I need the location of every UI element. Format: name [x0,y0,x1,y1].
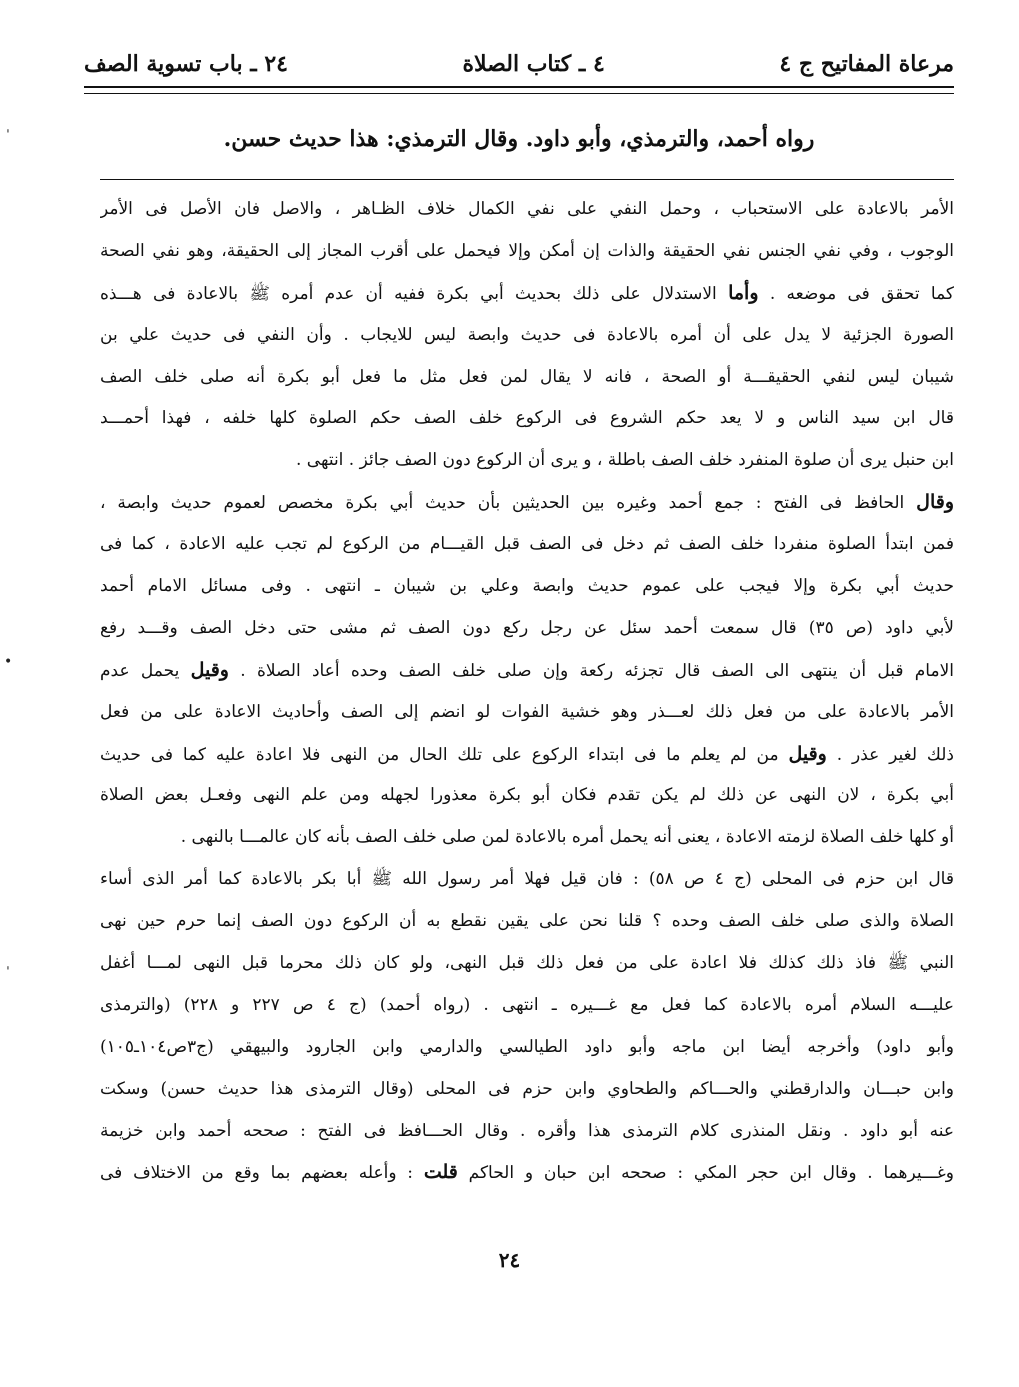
hadith-matn: رواه أحمد، والترمذي، وأبو داود. وقال الترمذي: هذا حديث حسن. [223,126,815,152]
line-rest: من لم يعلم ما فى ابتداء الركوع على تلك الحال من النهى فلا اعادة عليه كما فى حديث [100,744,779,765]
keyword: قلت [423,1161,458,1184]
matn-separator-rule [100,179,954,180]
text-line: فمن ابتدأ الصلوة منفردا خلف الصف ثم دخل فى الصف قبل القيـــام من الركوع لم تجب عليه الاعادة ، كما فى [100,534,954,555]
line-rest: الحافظ فى الفتح : جمع أحمد وغيره بين الحديثين بأن حديث أبي بكرة مخصص لعموم حديث وابصة ، [100,493,905,514]
text-line: حديث أبي بكرة وإلا فيجب على عموم حديث وابصة وعلي بن شيبان ـ انتهى . وفى مسائل الامام أحمد [100,576,954,597]
line-start: وغـــيرهما . وقال ابن حجر المكي : صححه ابن حبان و الحاكم [468,1163,954,1184]
text-line: الصورة الجزئية لا يدل على أن أمره بالاعادة فى حديث وابصة ليس للايجاب . وأن النفي فى حديث علي بن [100,324,954,345]
chapter-title: ٤ ـ كتاب الصلاة [462,51,605,77]
keyword: وقيل [190,658,229,681]
text-line: أبي بكرة ، لان النهى عن ذلك لم يكن تقدم فكان أبو بكرة معذورا لجهله ومن علم النهى وفعـل بعض الصلاة [100,785,954,806]
line-start: ذلك لغير عذر . [836,744,954,765]
text-line [100,650,954,692]
section-title: ٢٤ ـ باب تسوية الصف [84,51,288,77]
text-line: الصلاة والذى صلى خلف الصف وحده ؟ قلنا نحن على يقين نقطع به أن الركوع دون الصف إنما حرم حين نهى [100,911,954,932]
text-line [100,482,954,524]
text-line: ابن حنبل يرى أن صلوة المنفرد خلف الصف باطلة ، و يرى أن الركوع دون الصف جائز . انتهى . [296,450,954,471]
text-line [100,1152,954,1194]
text-line: عنه أبو داود . ونقل المنذرى كلام الترمذى هذا وأقره . وقال الحـــافظ فى الفتح : صححه أحمد وابن خزيمة [100,1120,954,1141]
line-rest: يحمل عدم [100,660,180,681]
scan-edge-mark: ˈ [6,128,10,144]
text-line: شيبان ليس لنفي الحقيقـــة أو الصحة ، فانه لا يقال لمن فعل مثل ما فعل أبو بكرة أنه صلى خلف الصف [100,366,954,387]
text-line: قال ابن سيد الناس و لا يعد حكم الشروع فى الركوع خلف الصف حكم الصلوة كلها خلفه ، فهذا أحمـــد [100,408,954,429]
line-rest: : وأعله بعضهم بما وقع من الاختلاف فى [100,1163,414,1184]
scan-edge-mark: • [4,654,13,670]
text-line: الأمر بالاعادة على من فعل ذلك لعـــذر وهو خشية الفوات لو انضم إلى الصف وأحاديث الاعادة على من فعل [100,701,954,722]
page-number: ٢٤ [498,1248,521,1272]
header-double-rule [84,86,954,94]
text-line: قال ابن حزم فى المحلى (ج ٤ ص ٥٨) : فان قيل فهلا أمر رسول الله ﷺ أبا بكر بالاعادة كما أمر الذى أساء [100,869,954,890]
keyword: وقيل [788,742,827,765]
keyword: وقال [916,491,954,514]
text-line: عليـــه السلام أمره بالاعادة كما فعل مع غـــيره ـ انتهى . (رواه أحمد) (ج ٤ ص ٢٢٧ و ٢٢٨) (والترمذى [100,994,954,1015]
scan-edge-mark: ˈ [6,965,10,981]
book-title: مرعاة المفاتيح ج ٤ [779,51,954,77]
running-header [84,44,954,84]
keyword: وأما [728,281,759,304]
text-line [100,734,954,776]
commentary-body [100,189,954,1194]
line-start: الامام قبل أن ينتهى الى الصف قال تجزئه ركعة وإن صلى خلف الصف وحده أعاد الصلاة . [240,660,954,681]
text-line: أو كلها خلف الصلاة لزمته الاعادة ، يعنى أنه يحمل أمره بالاعادة لمن صلى خلف الصف بأنه كان عالمـــا بالنهى . [180,827,954,848]
text-line: الأمر بالاعادة على الاستحباب ، وحمل النفي على نفي الكمال خلاف الظـاهر ، والاصل فان الأصل فى الأمر [100,199,954,219]
text-line: النبي ﷺ فاذ ذلك كذلك فلا اعادة على من فعل ذلك قبل النهى، ولو كان ذلك محرما قبل النهى لمـــا أغفل [100,953,954,974]
line-start: كما تحقق فى موضعه . [769,283,954,304]
text-line: لأبي داود (ص ٣٥) قال سمعت أحمد سئل عن رجل ركع دون الصف ثم مشى حتى دخل الصف وقـــد رفع [100,617,954,638]
text-line: وابن حبـــان والدارقطني والحـــاكم والطحاوي وابن حزم فى المحلى (وقال الترمذى هذا حديث حسن) وسكت [100,1078,954,1099]
text-line [100,273,954,315]
line-rest: الاستدلال على ذلك بحديث أبي بكرة ففيه أن عدم أمره ﷺ بالاعادة فى هـــذه [100,283,717,304]
text-line: الوجوب ، وفي نفي الجنس نفي الحقيقة والذات إن أمكن وإلا فيحمل على أقرب المجاز إلى الحقيقة، وهو نفي الصحة [100,240,954,261]
text-line: وأبو داود) وأخرجه أيضا ابن ماجه وأبو داود الطيالسي والدارمي وابن الجارود والبيهقي (ج٣ص١٠٤ـ١٠٥) [100,1036,954,1057]
